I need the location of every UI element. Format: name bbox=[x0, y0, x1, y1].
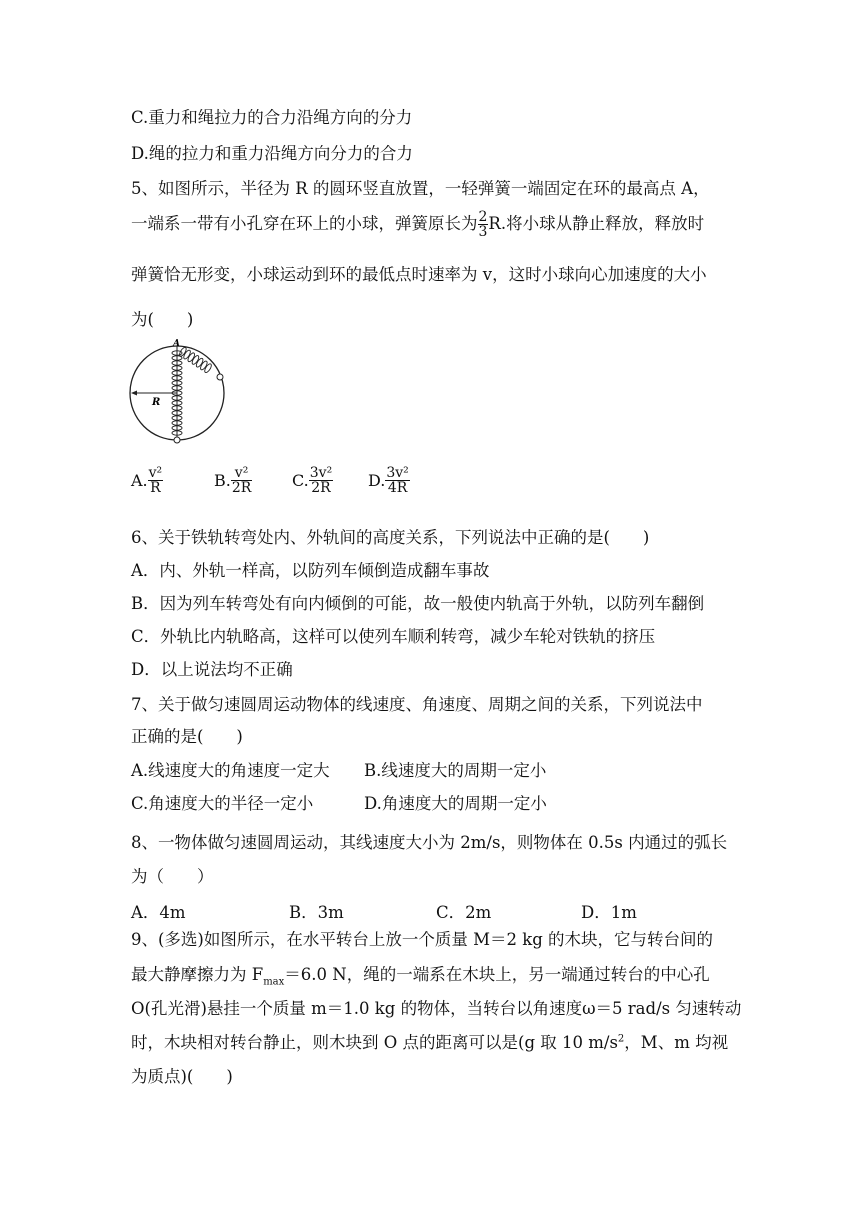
q5-stem-line2-post: R.将小球从静止释放，释放时 bbox=[488, 214, 705, 233]
option-den: 2R bbox=[231, 480, 252, 496]
q9-stem-line5: 为质点)( ) bbox=[131, 1067, 233, 1086]
q5-option-b bbox=[214, 466, 252, 495]
q8-stem-line1: 8、一物体做匀速圆周运动，其线速度大小为 2m/s，则物体在 0.5s 内通过的弧长 bbox=[131, 833, 728, 852]
option-fraction bbox=[231, 466, 252, 495]
q7-stem-line2: 正确的是( ) bbox=[131, 727, 243, 746]
option-den: 2R bbox=[309, 480, 333, 495]
q6-option-a: A．内、外轨一样高，以防列车倾倒造成翻车事故 bbox=[131, 561, 490, 580]
q6-option-d: D．以上说法均不正确 bbox=[131, 660, 293, 679]
q9-line2-pre: 最大静摩擦力为 F bbox=[131, 965, 264, 984]
q6-option-c: C．外轨比内轨略高，这样可以使列车顺利转弯，减少车轮对铁轨的挤压 bbox=[131, 627, 656, 646]
q9-stem-line2 bbox=[131, 961, 710, 987]
q7-option-d: D.角速度大的周期一定小 bbox=[364, 794, 547, 813]
option-num: v² bbox=[148, 465, 163, 481]
option-fraction bbox=[385, 466, 409, 495]
q9-stem-line4 bbox=[131, 1029, 728, 1053]
q5-fraction bbox=[478, 210, 489, 239]
option-fraction bbox=[309, 466, 333, 495]
q7-option-b: B.线速度大的周期一定小 bbox=[364, 761, 547, 780]
q5-stem-line1: 5、如图所示，半径为 R 的圆环竖直放置，一轻弹簧一端固定在环的最高点 A， bbox=[131, 179, 710, 198]
radius-arrowhead bbox=[131, 391, 137, 396]
ball-bottom bbox=[174, 437, 180, 443]
q9-line4-pre: 时，木块相对转台静止，则木块到 O 点的距离可以是(g 取 10 m/s bbox=[131, 1033, 618, 1052]
q5-option-a bbox=[131, 466, 163, 495]
option-label: C. bbox=[292, 471, 309, 490]
q9-line2-post: ＝6.0 N，绳的一端系在木块上，另一端通过转台的中心孔 bbox=[284, 965, 710, 984]
q8-option-c: C．2m bbox=[436, 903, 492, 922]
q9-line4-post: ，M、m 均视 bbox=[624, 1033, 729, 1052]
q4-option-c: C.重力和绳拉力的合力沿绳方向的分力 bbox=[131, 108, 413, 127]
q8-stem-line2: 为（ ） bbox=[131, 867, 214, 886]
q9-line4-sup: 2 bbox=[617, 1033, 625, 1045]
option-den: 4R bbox=[385, 480, 409, 495]
option-num: v² bbox=[234, 465, 249, 481]
q7-option-a: A.线速度大的角速度一定大 bbox=[131, 761, 330, 780]
q5-stem-line4: 为( ) bbox=[131, 310, 194, 329]
q9-stem-line3: O(孔光滑)悬挂一个质量 m＝1.0 kg 的物体，当转台以角速度ω＝5 rad/s 匀速转动 bbox=[131, 999, 742, 1018]
option-num: 3v² bbox=[386, 465, 409, 481]
option-num: 3v² bbox=[309, 465, 333, 481]
q6-stem: 6、关于铁轨转弯处内、外轨间的高度关系，下列说法中正确的是( ) bbox=[131, 528, 650, 547]
label-r: R bbox=[152, 397, 161, 408]
q8-option-b: B．3m bbox=[289, 903, 344, 922]
q5-option-c bbox=[292, 466, 333, 495]
option-label: A. bbox=[131, 471, 148, 490]
q8-option-a: A．4m bbox=[131, 903, 186, 922]
q5-stem-line3: 弹簧恰无形变，小球运动到环的最低点时速率为 v，这时小球向心加速度的大小 bbox=[131, 265, 707, 284]
q6-option-b: B．因为列车转弯处有向内倾倒的可能，故一般使内轨高于外轨，以防列车翻倒 bbox=[131, 594, 705, 613]
q5-stem-line2-pre: 一端系一带有小孔穿在环上的小球，弹簧原长为 bbox=[131, 214, 478, 233]
option-label: B. bbox=[214, 471, 231, 490]
q4-option-d: D.绳的拉力和重力沿绳方向分力的合力 bbox=[131, 144, 413, 163]
q5-option-d bbox=[368, 466, 410, 495]
q9-line2-sub: max bbox=[263, 976, 285, 988]
option-den: R bbox=[148, 480, 164, 495]
option-label: D. bbox=[368, 471, 386, 490]
q9-stem-line1: 9、(多选)如图所示，在水平转台上放一个质量 M＝2 kg 的木块，它与转台间的 bbox=[131, 930, 714, 949]
ball-release bbox=[217, 374, 223, 380]
label-a: A bbox=[173, 339, 180, 349]
q8-option-d: D．1m bbox=[581, 903, 637, 922]
q5-stem-line2 bbox=[131, 210, 704, 239]
q5-fraction-num: 2 bbox=[478, 209, 488, 225]
diagonal-spring bbox=[178, 346, 212, 373]
q5-fraction-den: 3 bbox=[478, 224, 488, 240]
q5-ring-spring-figure bbox=[128, 337, 228, 447]
q7-option-c: C.角速度大的半径一定小 bbox=[131, 794, 314, 813]
q7-stem-line1: 7、关于做匀速圆周运动物体的线速度、角速度、周期之间的关系，下列说法中 bbox=[131, 695, 703, 714]
option-fraction bbox=[148, 466, 164, 495]
